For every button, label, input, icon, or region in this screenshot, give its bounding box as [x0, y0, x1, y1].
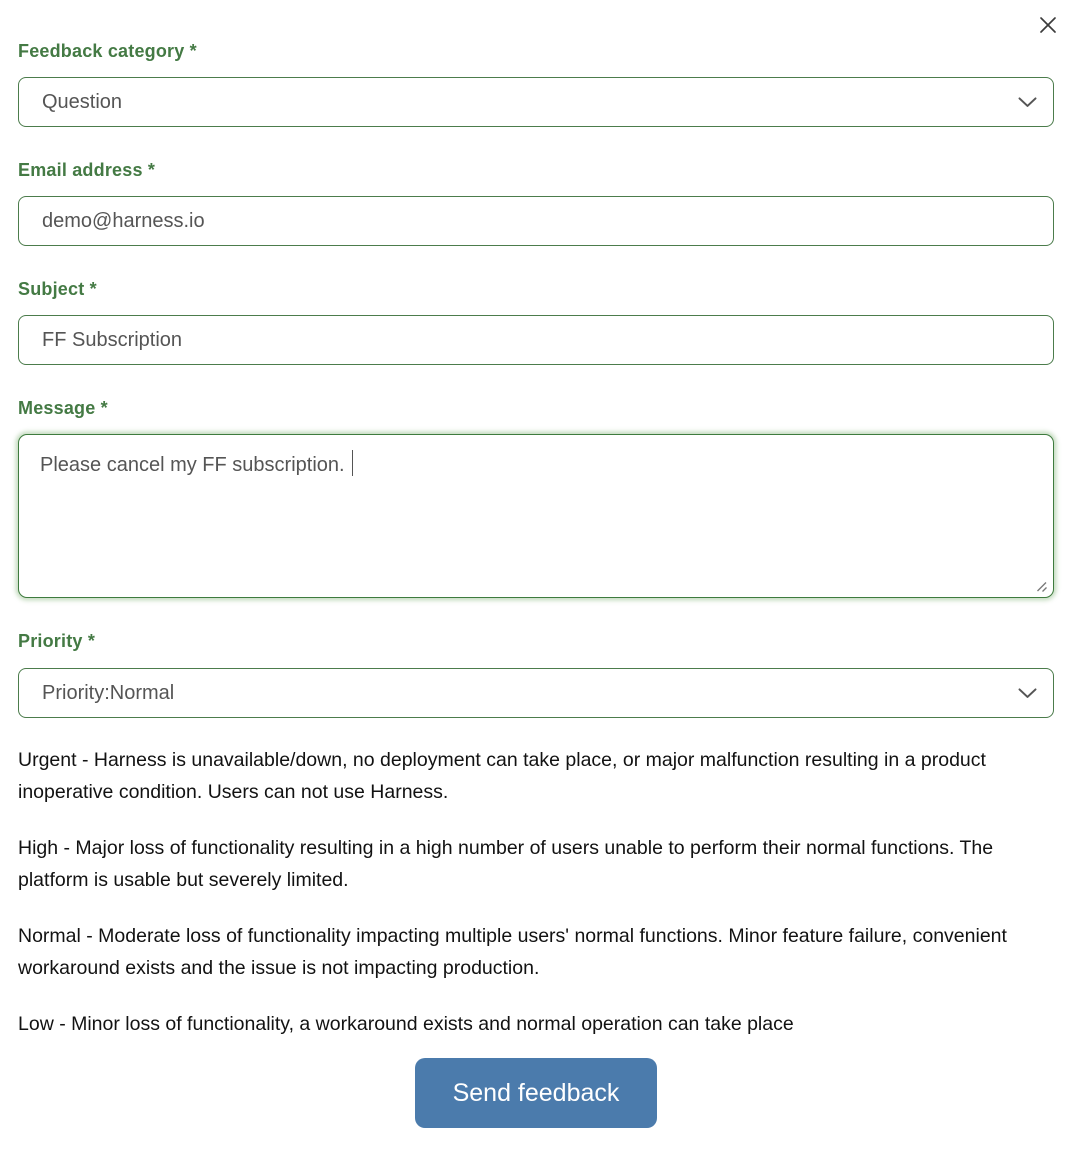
chevron-down-icon [1018, 688, 1037, 699]
email-group [18, 160, 1054, 246]
priority-description-low: Low - Minor loss of functionality, a workaround exists and normal operation can take place [18, 1013, 794, 1035]
message-textarea[interactable] [18, 434, 1054, 598]
feedback-category-value: Question [42, 90, 123, 113]
close-icon [1039, 16, 1057, 34]
email-label: Email address * [18, 160, 156, 180]
priority-value: Priority:Normal [42, 681, 175, 704]
priority-group [18, 631, 1054, 718]
feedback-category-group [18, 41, 1054, 127]
subject-group [18, 279, 1054, 365]
priority-label: Priority * [18, 631, 96, 651]
message-group [18, 398, 1054, 598]
priority-description-normal: Normal - Moderate loss of functionality impacting multiple users' normal functions. Minor feature failure, convenient workaround exists and the issue is not impacting production. [18, 925, 1007, 979]
priority-description-urgent: Urgent - Harness is unavailable/down, no deployment can take place, or major malfunction resulting in a product inoperative condition. Users can not use Harness. [18, 749, 986, 803]
resize-handle-icon[interactable] [1035, 580, 1048, 593]
feedback-category-label: Feedback category * [18, 41, 197, 61]
button-row [18, 1058, 1054, 1128]
priority-select[interactable] [18, 668, 1054, 718]
chevron-down-icon [1018, 97, 1037, 108]
subject-field[interactable] [18, 315, 1054, 365]
message-label: Message * [18, 398, 108, 418]
priority-descriptions [18, 744, 1054, 1040]
email-field[interactable] [18, 196, 1054, 246]
text-caret [352, 450, 354, 476]
message-text: Please cancel my FF subscription. [40, 454, 345, 476]
send-feedback-button[interactable]: Send feedback [415, 1058, 658, 1128]
feedback-category-select[interactable] [18, 77, 1054, 127]
close-button[interactable] [1035, 12, 1061, 38]
priority-description-high: High - Major loss of functionality resulting in a high number of users unable to perform their normal functions. The platform is usable but severely limited. [18, 837, 994, 891]
subject-label: Subject * [18, 279, 97, 299]
